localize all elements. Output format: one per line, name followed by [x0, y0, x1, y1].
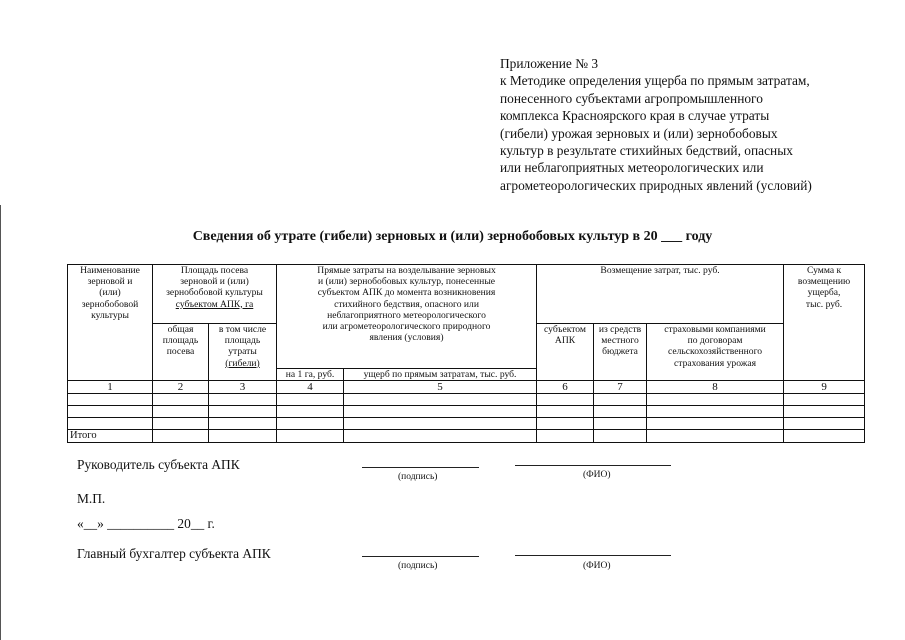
appendix-header	[500, 55, 890, 194]
header-total-area: общая площадь посева	[153, 324, 209, 381]
table-row	[68, 394, 865, 406]
header-cost-damage: ущерб по прямым затратам, тыс. руб.	[344, 369, 537, 381]
accountant-fio-line	[515, 555, 671, 556]
table-row	[68, 406, 865, 418]
appendix-line: агрометеорологических природных явлений (условий)	[500, 177, 812, 193]
appendix-line: Приложение № 3	[500, 56, 599, 71]
appendix-line: комплекса Красноярского края в случае утраты	[500, 108, 770, 124]
appendix-line: культур в результате стихийных бедствий, опасных	[500, 143, 793, 159]
appendix-line: или неблагоприятных метеорологических или	[500, 160, 764, 176]
document-title: Сведения об утрате (гибели) зерновых и (или) зернобобовых культур в 20 ___ году	[192, 229, 713, 244]
header-sum-to-compensate: Сумма к возмещению ущерба, тыс. руб.	[784, 265, 865, 381]
date-line: «__» __________ 20__ г.	[77, 516, 215, 531]
accountant-signature-line	[362, 556, 479, 557]
signature-caption: (подпись)	[398, 472, 438, 482]
header-sown-area: Площадь посева зерновой и (или) зернобобовой культуры субъектом АПК, га	[153, 265, 277, 324]
total-label: Итого	[68, 430, 153, 443]
stamp-label: М.П.	[77, 491, 106, 506]
accountant-signature-label: Главный бухгалтер субъекта АПК	[77, 546, 271, 561]
header-compensation: Возмещение затрат, тыс. руб.	[537, 265, 784, 324]
loss-table	[67, 264, 865, 443]
header-direct-costs: Прямые затраты на возделывание зерновых и (или) зернобобовых культур, понесенные субъектом АПК до момента возникновения стихийного бедствия, опасного или неблагоприятного метеорологического или агрометеорологического природного явления (условия)	[277, 265, 537, 369]
header-comp-insurance: страховыми компаниями по договорам сельскохозяйственного страхования урожая	[647, 324, 784, 381]
header-comp-budget: из средств местного бюджета	[594, 324, 647, 381]
head-fio-line	[515, 465, 671, 466]
header-cost-per-ha: на 1 га, руб.	[277, 369, 344, 381]
head-signature-label: Руководитель субъекта АПК	[77, 457, 240, 472]
total-row	[68, 430, 865, 443]
fio-caption: (ФИО)	[583, 561, 611, 571]
column-number-row: 1 2 3 4 5 6 7 8 9	[68, 381, 865, 394]
head-signature-line	[362, 467, 479, 468]
appendix-line: (гибели) урожая зерновых и (или) зернобобовых	[500, 125, 778, 141]
header-lost-area: в том числе площадь утраты (гибели)	[209, 324, 277, 381]
fio-caption: (ФИО)	[583, 470, 611, 480]
appendix-line: понесенного субъектами агропромышленного	[500, 90, 763, 106]
table-row	[68, 418, 865, 430]
signature-caption: (подпись)	[398, 561, 438, 571]
header-comp-subject: субъектом АПК	[537, 324, 594, 381]
page-edge-line	[0, 205, 1, 640]
header-crop-name: Наименование зерновой и (или) зернобобовой культуры	[68, 265, 153, 381]
appendix-line: к Методике определения ущерба по прямым затратам,	[500, 73, 810, 89]
